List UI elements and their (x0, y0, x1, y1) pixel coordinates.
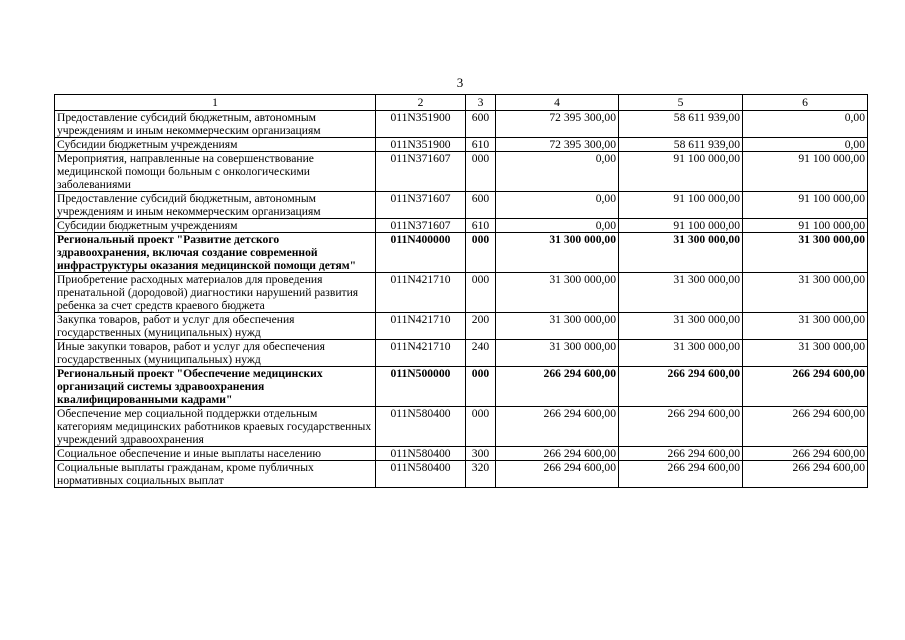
expense-type: 610 (466, 219, 496, 233)
item-name: Субсидии бюджетным учреждениям (55, 138, 376, 152)
target-code: 011N371607 (376, 219, 466, 233)
page-number: 3 (456, 75, 464, 90)
header-col-2: 2 (376, 95, 466, 111)
target-code: 011N421710 (376, 313, 466, 340)
header-row (55, 95, 868, 111)
item-name: Региональный проект "Развитие детского здравоохранения, включая создание современной инфраструктуры оказания медицинской помощи детям" (55, 233, 376, 273)
table-row (55, 367, 868, 407)
amount-col-4: 266 294 600,00 (496, 447, 619, 461)
expense-type: 000 (466, 152, 496, 192)
table-row (55, 407, 868, 447)
target-code: 011N580400 (376, 407, 466, 447)
amount-col-6: 266 294 600,00 (743, 367, 868, 407)
amount-col-5: 31 300 000,00 (619, 313, 743, 340)
expense-type: 000 (466, 233, 496, 273)
amount-col-6: 31 300 000,00 (743, 273, 868, 313)
item-name: Субсидии бюджетным учреждениям (55, 219, 376, 233)
target-code: 011N580400 (376, 447, 466, 461)
amount-col-5: 58 611 939,00 (619, 111, 743, 138)
amount-col-6: 91 100 000,00 (743, 219, 868, 233)
amount-col-6: 91 100 000,00 (743, 152, 868, 192)
expense-type: 200 (466, 313, 496, 340)
item-name: Социальное обеспечение и иные выплаты населению (55, 447, 376, 461)
target-code: 011N580400 (376, 461, 466, 488)
table-row (55, 111, 868, 138)
amount-col-6: 31 300 000,00 (743, 313, 868, 340)
table-row (55, 219, 868, 233)
item-name: Мероприятия, направленные на совершенствование медицинской помощи больным с онкологическими заболеваниями (55, 152, 376, 192)
target-code: 011N400000 (376, 233, 466, 273)
table-row (55, 152, 868, 192)
item-name: Предоставление субсидий бюджетным, автономным учреждениям и иным некоммерческим организациям (55, 192, 376, 219)
amount-col-5: 31 300 000,00 (619, 233, 743, 273)
expense-type: 600 (466, 111, 496, 138)
amount-col-4: 266 294 600,00 (496, 407, 619, 447)
target-code: 011N371607 (376, 192, 466, 219)
item-name: Иные закупки товаров, работ и услуг для обеспечения государственных (муниципальных) нужд (55, 340, 376, 367)
amount-col-6: 266 294 600,00 (743, 407, 868, 447)
budget-table (54, 94, 868, 488)
amount-col-5: 58 611 939,00 (619, 138, 743, 152)
table-row (55, 461, 868, 488)
item-name: Приобретение расходных материалов для проведения пренатальной (дородовой) диагностики нарушений развития ребенка за счет средств краевого бюджета (55, 273, 376, 313)
amount-col-4: 31 300 000,00 (496, 340, 619, 367)
target-code: 011N500000 (376, 367, 466, 407)
amount-col-5: 266 294 600,00 (619, 407, 743, 447)
amount-col-4: 31 300 000,00 (496, 233, 619, 273)
expense-type: 320 (466, 461, 496, 488)
item-name: Региональный проект "Обеспечение медицинских организаций системы здравоохранения квалифицированными кадрами" (55, 367, 376, 407)
expense-type: 000 (466, 273, 496, 313)
table-body (55, 111, 868, 488)
table-row (55, 340, 868, 367)
amount-col-6: 266 294 600,00 (743, 461, 868, 488)
expense-type: 000 (466, 367, 496, 407)
amount-col-6: 31 300 000,00 (743, 233, 868, 273)
amount-col-5: 91 100 000,00 (619, 192, 743, 219)
amount-col-5: 91 100 000,00 (619, 152, 743, 192)
amount-col-4: 31 300 000,00 (496, 313, 619, 340)
header-col-3: 3 (466, 95, 496, 111)
amount-col-4: 72 395 300,00 (496, 111, 619, 138)
amount-col-4: 0,00 (496, 192, 619, 219)
amount-col-5: 266 294 600,00 (619, 447, 743, 461)
expense-type: 240 (466, 340, 496, 367)
amount-col-6: 31 300 000,00 (743, 340, 868, 367)
amount-col-4: 31 300 000,00 (496, 273, 619, 313)
amount-col-5: 266 294 600,00 (619, 367, 743, 407)
amount-col-4: 266 294 600,00 (496, 367, 619, 407)
table-row (55, 273, 868, 313)
item-name: Социальные выплаты гражданам, кроме публичных нормативных социальных выплат (55, 461, 376, 488)
amount-col-5: 91 100 000,00 (619, 219, 743, 233)
expense-type: 600 (466, 192, 496, 219)
amount-col-6: 0,00 (743, 111, 868, 138)
amount-col-5: 31 300 000,00 (619, 273, 743, 313)
item-name: Предоставление субсидий бюджетным, автономным учреждениям и иным некоммерческим организациям (55, 111, 376, 138)
table-row (55, 447, 868, 461)
target-code: 011N421710 (376, 340, 466, 367)
amount-col-5: 31 300 000,00 (619, 340, 743, 367)
expense-type: 610 (466, 138, 496, 152)
target-code: 011N371607 (376, 152, 466, 192)
amount-col-6: 91 100 000,00 (743, 192, 868, 219)
amount-col-4: 0,00 (496, 219, 619, 233)
amount-col-6: 0,00 (743, 138, 868, 152)
expense-type: 300 (466, 447, 496, 461)
amount-col-4: 0,00 (496, 152, 619, 192)
amount-col-5: 266 294 600,00 (619, 461, 743, 488)
amount-col-6: 266 294 600,00 (743, 447, 868, 461)
target-code: 011N351900 (376, 111, 466, 138)
amount-col-4: 266 294 600,00 (496, 461, 619, 488)
header-col-6: 6 (743, 95, 868, 111)
table-row (55, 192, 868, 219)
table-row (55, 233, 868, 273)
item-name: Обеспечение мер социальной поддержки отдельным категориям медицинских работников краевых государственных учреждений здравоохранения (55, 407, 376, 447)
header-col-4: 4 (496, 95, 619, 111)
target-code: 011N351900 (376, 138, 466, 152)
item-name: Закупка товаров, работ и услуг для обеспечения государственных (муниципальных) нужд (55, 313, 376, 340)
target-code: 011N421710 (376, 273, 466, 313)
table-row (55, 138, 868, 152)
header-col-5: 5 (619, 95, 743, 111)
amount-col-4: 72 395 300,00 (496, 138, 619, 152)
expense-type: 000 (466, 407, 496, 447)
header-col-1: 1 (55, 95, 376, 111)
table-row (55, 313, 868, 340)
